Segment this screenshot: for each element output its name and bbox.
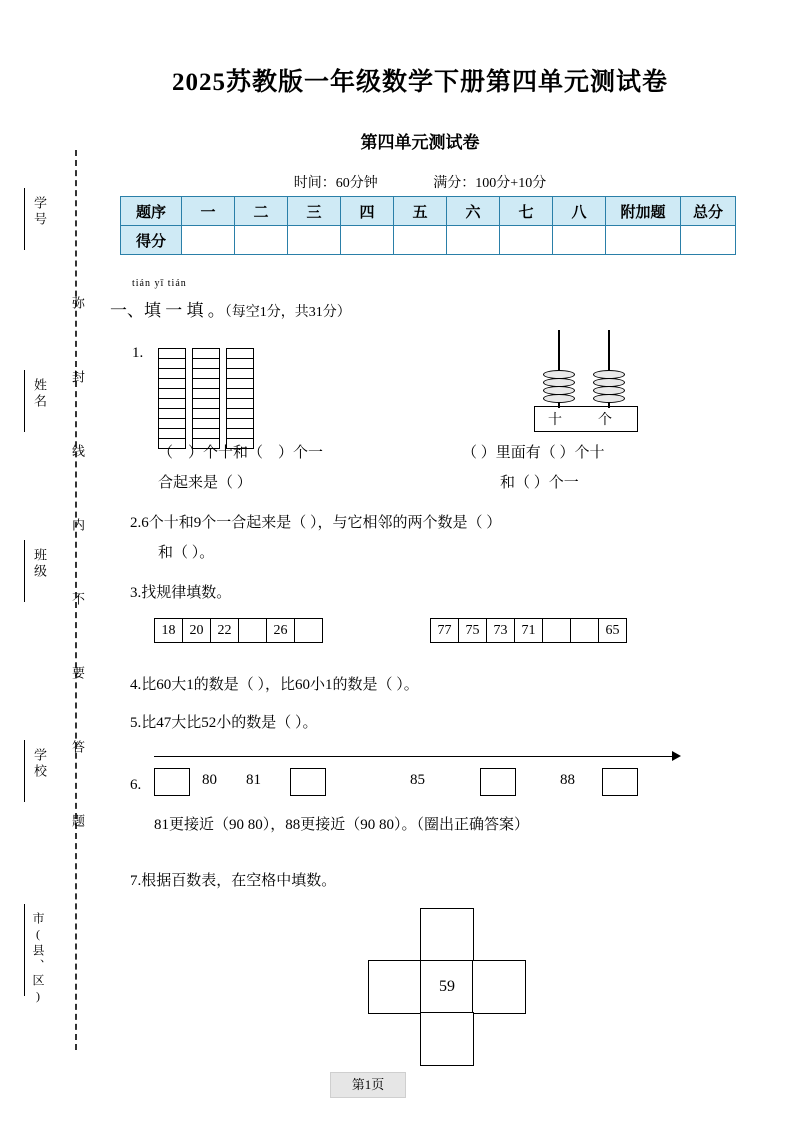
q4-text: 4.比60大1的数是（ ），比60小1的数是（ ）。 bbox=[130, 677, 419, 693]
q5-text: 5.比47大比52小的数是（ ）。 bbox=[130, 715, 318, 731]
full-score-label: 满分：100分+10分 bbox=[433, 176, 547, 191]
table-row bbox=[121, 226, 736, 255]
side-label-xuehao: 学号 bbox=[32, 196, 47, 228]
dashed-word-7: 题 bbox=[70, 814, 85, 827]
q1-paren-a: （ bbox=[158, 445, 174, 461]
side-label-xuexiao: 学校 bbox=[32, 748, 47, 780]
abacus-diagram bbox=[530, 330, 710, 440]
section1-pinyin: tián yī tián bbox=[132, 278, 187, 289]
q1-number: 1. bbox=[132, 345, 144, 361]
dashed-word-0: 弥 bbox=[70, 296, 85, 309]
score-table-cell-4[interactable] bbox=[341, 226, 394, 255]
seq-cell[interactable] bbox=[542, 618, 571, 643]
section1-note: （每空1分，共31分） bbox=[224, 305, 351, 320]
dashed-word-2: 线 bbox=[70, 444, 85, 457]
page-title: 2025苏教版一年级数学下册第四单元测试卷 bbox=[171, 69, 668, 96]
score-table-cell-0: 得分 bbox=[121, 226, 182, 255]
side-label-xingming: 姓名 bbox=[32, 378, 47, 410]
score-table-header-6: 六 bbox=[447, 197, 500, 226]
table-row bbox=[121, 197, 736, 226]
score-table-header-4: 四 bbox=[341, 197, 394, 226]
hundred-chart-cell-bottom[interactable] bbox=[420, 1012, 474, 1066]
dashed-word-1: 封 bbox=[70, 370, 85, 383]
seq-cell[interactable]: 65 bbox=[598, 618, 627, 643]
score-table-header-3: 三 bbox=[288, 197, 341, 226]
exam-meta bbox=[110, 172, 730, 192]
tens-rod-3 bbox=[226, 348, 254, 449]
number-line-value-80: 80 bbox=[202, 772, 217, 788]
tens-rod-2 bbox=[192, 348, 220, 449]
abacus-bead bbox=[543, 394, 575, 403]
score-table-header-8: 八 bbox=[553, 197, 606, 226]
score-table-header-7: 七 bbox=[500, 197, 553, 226]
seq-cell[interactable]: 75 bbox=[458, 618, 487, 643]
score-table-cell-9[interactable] bbox=[606, 226, 681, 255]
bracket-5 bbox=[24, 904, 25, 996]
score-table bbox=[120, 196, 736, 255]
score-table-cell-8[interactable] bbox=[553, 226, 606, 255]
dashed-word-5: 要 bbox=[70, 666, 85, 679]
score-table-header-5: 五 bbox=[394, 197, 447, 226]
seq-cell[interactable]: 18 bbox=[154, 618, 183, 643]
hundred-chart-cell-left[interactable] bbox=[368, 960, 422, 1014]
score-table-cell-5[interactable] bbox=[394, 226, 447, 255]
section1-heading bbox=[110, 296, 351, 321]
abacus-bead bbox=[593, 394, 625, 403]
hundred-chart-cell-top[interactable] bbox=[420, 908, 474, 962]
q6-note: 81更接近（90 80），88更接近（90 80）。（圈出正确答案） bbox=[154, 817, 530, 833]
number-line-value-81: 81 bbox=[246, 772, 261, 788]
hundred-chart-cell-center: 59 bbox=[420, 960, 474, 1014]
dashed-word-3: 内 bbox=[70, 518, 85, 531]
seq-cell[interactable]: 26 bbox=[266, 618, 295, 643]
number-line-box-4[interactable] bbox=[602, 768, 638, 796]
seq-cell[interactable]: 20 bbox=[182, 618, 211, 643]
q1-paren-b: ）个十和（ bbox=[188, 445, 264, 461]
seq-cell[interactable]: 71 bbox=[514, 618, 543, 643]
score-table-header-10: 总分 bbox=[681, 197, 736, 226]
number-line-value-88: 88 bbox=[560, 772, 575, 788]
side-label-banji: 班级 bbox=[32, 548, 47, 580]
score-table-header-0: 题序 bbox=[121, 197, 182, 226]
page-footer: 第1页 bbox=[330, 1072, 406, 1098]
score-table-cell-10[interactable] bbox=[681, 226, 736, 255]
dashed-word-6: 答 bbox=[70, 740, 85, 753]
score-table-cell-2[interactable] bbox=[235, 226, 288, 255]
time-label: 时间：60分钟 bbox=[293, 176, 378, 191]
bracket-4 bbox=[24, 740, 25, 802]
number-line-value-85: 85 bbox=[410, 772, 425, 788]
score-table-header-2: 二 bbox=[235, 197, 288, 226]
q1-right-line1: （ ）里面有（ ）个十 bbox=[462, 445, 605, 461]
q2-line1: 2.6个十和9个一合起来是（ ），与它相邻的两个数是（ ） bbox=[130, 515, 502, 531]
q1-paren-c: ）个一 bbox=[278, 445, 324, 461]
q3-sequence-right bbox=[430, 618, 626, 643]
abacus-label-tens: 十 bbox=[548, 413, 562, 428]
seq-cell[interactable]: 73 bbox=[486, 618, 515, 643]
left-margin-strip bbox=[0, 0, 110, 1122]
q7-text: 7.根据百数表，在空格中填数。 bbox=[130, 873, 337, 889]
score-table-cell-3[interactable] bbox=[288, 226, 341, 255]
seq-cell[interactable] bbox=[570, 618, 599, 643]
seq-cell[interactable]: 22 bbox=[210, 618, 239, 643]
page-subtitle: 第四单元测试卷 bbox=[360, 133, 480, 152]
section1-title: 一、填 一 填 。 bbox=[110, 301, 225, 320]
q1-left-line1 bbox=[158, 440, 323, 466]
score-table-header-9: 附加题 bbox=[606, 197, 681, 226]
q3-sequence-left bbox=[154, 618, 322, 643]
number-line-box-3[interactable] bbox=[480, 768, 516, 796]
bracket-3 bbox=[24, 540, 25, 602]
number-line-arrowhead bbox=[672, 751, 681, 761]
seq-cell[interactable] bbox=[238, 618, 267, 643]
number-line-axis bbox=[154, 756, 674, 757]
score-table-cell-1[interactable] bbox=[182, 226, 235, 255]
q6-number: 6. bbox=[130, 777, 142, 793]
dashed-word-4: 不 bbox=[70, 592, 85, 605]
score-table-header-1: 一 bbox=[182, 197, 235, 226]
score-table-cell-7[interactable] bbox=[500, 226, 553, 255]
q1-left-line2: 合起来是（ ） bbox=[158, 475, 252, 491]
number-line-box-2[interactable] bbox=[290, 768, 326, 796]
content-area bbox=[110, 0, 770, 1122]
side-label-shixianqu: 市(县、区) bbox=[31, 912, 45, 1006]
bracket-2 bbox=[24, 370, 25, 432]
abacus-label-ones: 个 bbox=[598, 413, 612, 428]
hundred-chart-cell-right[interactable] bbox=[472, 960, 526, 1014]
q3-text: 3.找规律填数。 bbox=[130, 585, 232, 601]
q1-right-line2: 和（ ）个一 bbox=[500, 475, 579, 491]
tens-rod-1 bbox=[158, 348, 186, 449]
q2-line2: 和（ ）。 bbox=[158, 545, 215, 561]
number-line-box-1[interactable] bbox=[154, 768, 190, 796]
score-table-cell-6[interactable] bbox=[447, 226, 500, 255]
seq-cell[interactable] bbox=[294, 618, 323, 643]
bracket-1 bbox=[24, 188, 25, 250]
seq-cell[interactable]: 77 bbox=[430, 618, 459, 643]
